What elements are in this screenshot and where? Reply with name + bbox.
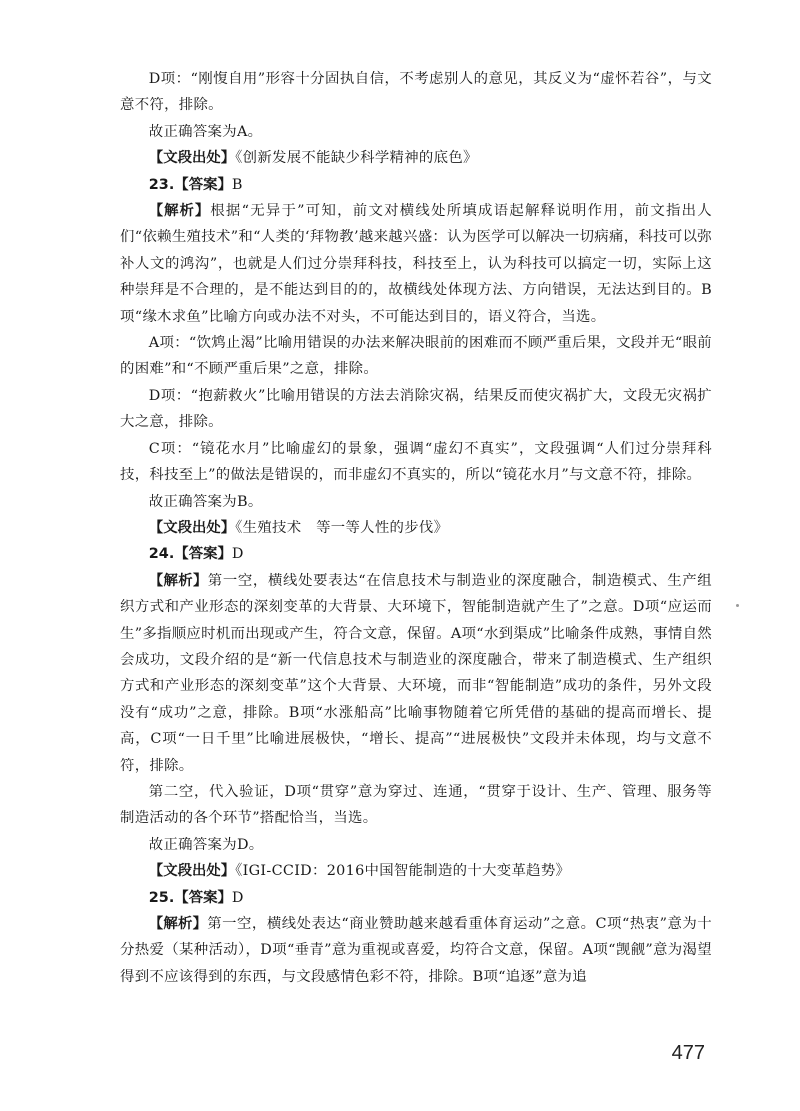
analysis-paragraph: [120, 198, 712, 330]
paragraph: C项：“镜花水月”比喻虚幻的景象，强调“虚幻不真实”，文段强调“人们过分崇拜科技，科技至上”的做法是错误的，而非虚幻不真实的，所以“镜花水月”与文意不符，排除。: [120, 440, 712, 484]
analysis-paragraph: [120, 568, 712, 779]
question-number: 23.: [148, 176, 175, 193]
answer-tag: 【答案】: [174, 546, 232, 563]
source-citation: [120, 515, 712, 541]
paragraph: 故正确答案为A。: [148, 123, 263, 140]
paragraph: A项：“饮鸩止渴”比喻用错误的办法来解决眼前的困难而不顾严重后果，文段并无“眼前的困难”和“不顾严重后果”之意，排除。: [120, 335, 712, 378]
scan-speck: [736, 604, 739, 607]
question-number: 24.: [148, 546, 175, 563]
source-tag: 【文段出处】: [148, 150, 236, 167]
analysis-text: 第一空，横线处表达“商业赞助越来越看重体育运动”之意。C项“热衷”意为十分热爱（某种活动），D项“垂青”意为重视或喜爱，均符合文意，保留。A项“觊觎”意为渴望得到不应该得到的东西，与文段感情色彩不符，排除。B项“追逐”意为追: [120, 916, 712, 985]
page-number: 477: [671, 1042, 705, 1064]
source-title: 《创新发展不能缺少科学精神的底色》: [235, 150, 478, 167]
analysis-tag: 【解析】: [148, 203, 211, 220]
source-title: 《生殖技术 等一等人性的步伐》: [235, 519, 449, 536]
analysis-tag: 【解析】: [148, 572, 208, 589]
paragraph: 故正确答案为D。: [148, 836, 264, 853]
answer-line: [120, 885, 712, 911]
answer-tag: 【答案】: [174, 889, 232, 906]
paragraph: 第二空，代入验证，D项“贯穿”意为穿过、连通，“贯穿于设计、生产、管理、服务等制造活动的各个环节”搭配恰当，当选。: [120, 783, 712, 827]
source-title: 《IGI-CCID：2016中国智能制造的十大变革趋势》: [235, 863, 571, 880]
source-citation: [120, 858, 712, 884]
page-content: [120, 66, 712, 990]
analysis-paragraph: [120, 911, 712, 990]
question-number: 25.: [148, 889, 175, 906]
source-tag: 【文段出处】: [148, 863, 236, 880]
analysis-tag: 【解析】: [148, 916, 208, 932]
analysis-text: 第一空，横线处要表达“在信息技术与制造业的深度融合，制造模式、生产组织方式和产业形态的深刻变革的大背景、大环境下，智能制造就产生了”之意。D项“应运而生”多指顺应时机而出现或产生，符合文意，保留。A项“水到渠成”比喻条件成熟，事情自然会成功，文段介绍的是“新一代信息技术与制造业的深度融合，带来了制造模式、生产组织方式和产业形态的深刻变革”这个大背景、大环境，而非“智能制造”成功的条件，另外文段没有“成功”之意，排除。B项“水涨船高”比喻事物随着它所凭借的基础的提高而增长、提高，C项“一日千里”比喻进展极快，“增长、提高”“进展极快”文段并未体现，均与文意不符，排除。: [120, 572, 713, 774]
answer-tag: 【答案】: [174, 176, 232, 193]
paragraph: 故正确答案为B。: [148, 493, 263, 510]
analysis-text: 根据“无异于”可知，前文对横线处所填成语起解释说明作用，前文指出人们“依赖生殖技术”和“人类的‘拜物教’越来越兴盛：认为医学可以解决一切病痛，科技可以弥补人文的鸿沟”，也就是人们过分崇拜科技，科技至上，认为科技可以搞定一切，实际上这种崇拜是不合理的，是不能达到目的的，故横线处体现方法、方向错误，无法达到目的。B项“缘木求鱼”比喻方向或办法不对头，不可能达到目的，语义符合，当选。: [120, 203, 713, 325]
paragraph: D项：“刚愎自用”形容十分固执自信，不考虑别人的意见，其反义为“虚怀若谷”，与文意不符，排除。: [120, 71, 712, 114]
answer-value: B: [231, 176, 243, 193]
answer-line: [120, 541, 712, 567]
answer-value: D: [231, 546, 244, 563]
answer-value: D: [231, 889, 244, 906]
answer-line: [120, 172, 712, 198]
source-tag: 【文段出处】: [148, 519, 236, 536]
source-citation: [120, 145, 712, 171]
paragraph: D项：“抱薪救火”比喻用错误的方法去消除灾祸，结果反而使灾祸扩大，文段无灾祸扩大之意，排除。: [120, 387, 712, 431]
